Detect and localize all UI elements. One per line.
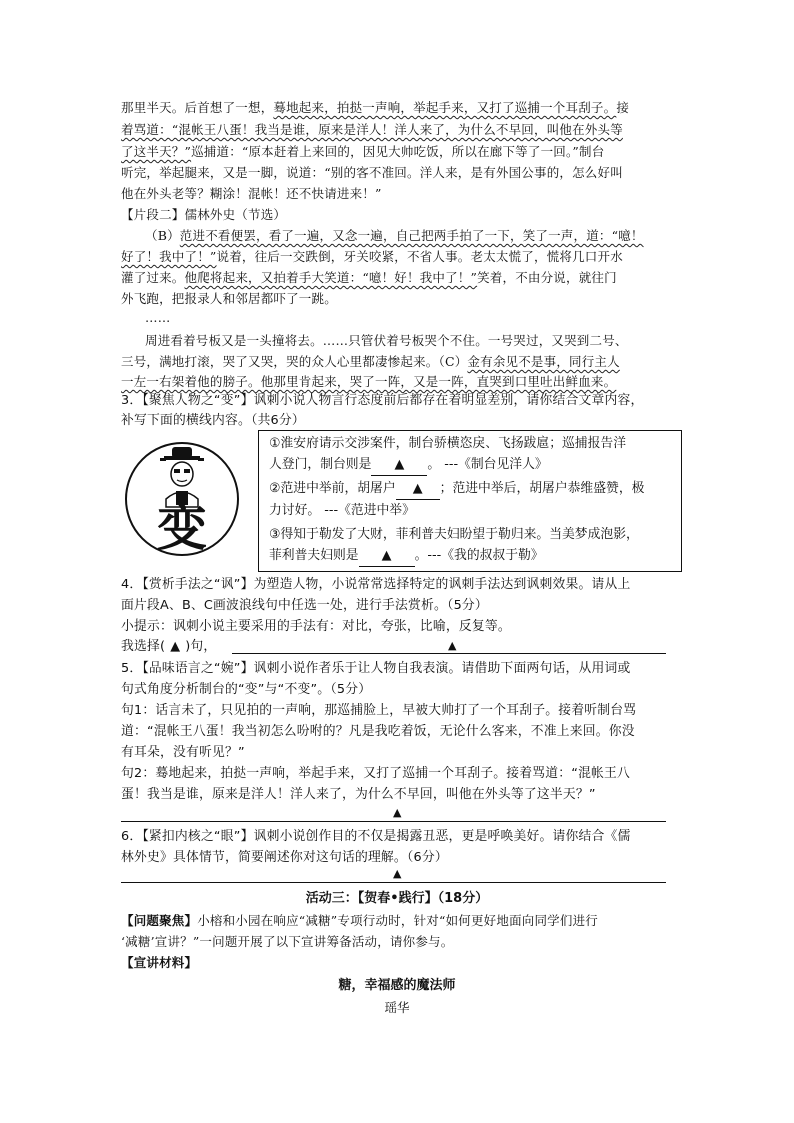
q5-sentence: 蛋！我当是谁，原来是洋人！洋人来了，为什么不早回，叫他在外头等了这半天？” [121,787,596,802]
wavy-sentence-a: 着骂道：“混帐王八蛋！我当是谁，原来是洋人！洋人来了，为什么不早回，叫他在外头等 [121,122,623,137]
passage-line [121,120,623,140]
q3-answer-box [258,430,682,572]
answer-rule[interactable] [121,882,666,883]
segment-title: 【片段二】儒林外史（节选） [121,207,287,222]
article-title: 糖，幸福感的魔法师 [338,978,456,993]
wavy-sentence-b: 他爬将起来，又拍着手大笑道：“噫！好！我中了！” [184,270,478,285]
passage-line: 好了！我中了！”说着，往后一交跌倒，牙关咬紧，不省人事。老太太慌了，慌将几口开水 [121,249,623,264]
q6-prompt: 6．【紧扣内核之“眼”】讽刺小说创作目的不仅是揭露丑恶，更是呼唤美好。请你结合《儒 [121,829,631,844]
blank-input[interactable]: ▲ [359,546,415,567]
blank-input[interactable]: ▲ [396,479,440,500]
q5-prompt: 句式角度分析制台的“变”与“不变”。（5分） [121,682,372,697]
q5-sentence: 句1：话言未了，只见拍的一声响，那巡捕脸上，早被大帅打了一个耳刮子。接着听制台骂 [121,703,637,718]
change-char: 变 [157,499,207,557]
focus-paragraph: 【问题聚焦】小榕和小园在响应“减糖”专项行动时，针对“如何更好地面向同学们进行 [121,913,598,928]
q5-sentence: 道：“混帐王八蛋！我当初怎么吩咐的？凡是我吃着饭，无论什么客来，不准上来回。你没 [121,724,635,739]
q4-answer-line: 我选择( ▲ )句， [121,639,217,654]
choice-blank[interactable]: ▲ [170,639,181,654]
material-label: 【宣讲材料】 [121,955,198,970]
passage-line: 那里半天。后首想了一想，蓦地起来，拍挞一声响，举起手来，又打了巡捕一个耳刮子。接 [121,100,630,115]
q4-prompt: 面片段A、B、C画波浪线句中任选一处，进行手法赏析。（5分） [121,598,488,613]
article-author: 瑶华 [384,1000,410,1015]
ellipsis: …… [145,310,171,325]
answer-rule[interactable] [121,821,666,822]
q4-hint: 小提示：讽刺小说主要采用的手法有：对比，夸张，比喻，反复等。 [121,619,511,634]
wavy-sentence-c: 金有余见不是事，同行主人 [467,354,620,369]
box-row: 人登门，制台则是 ▲ 。 ---《制台见洋人》 [269,455,548,476]
answer-rule[interactable] [232,653,666,654]
activity-title: 活动三：【贺春•践行】（18分） [305,891,489,906]
wavy-sentence-b: 范进不看便罢，看了一遍，又念一遍，自己把两手拍了一下，笑了一声，道：“噫！ [179,228,644,243]
passage-line: 外飞跑，把报录人和邻居都吓了一跳。 [121,291,337,306]
passage-line: 周进看着号板又是一头撞将去。……只管伏着号板哭个不住。一号哭过，又哭到二号、 [145,333,628,348]
passage-line [121,372,616,392]
q3-prompt: 3．【聚焦人物之“变”】讽刺小说人物言行态度前后都存在着明显差别，请你结合文章内容， [121,393,644,408]
blank-input[interactable]: ▲ [371,455,427,476]
box-row: 力讨好。 ---《范进中举》 [269,503,415,518]
passage-line: 听完，举起腿来，又是一脚，说道：“别的客不准回。洋人来，是有外国公事的，怎么好叫 [121,165,623,180]
box-row: ②范进中举前，胡屠户 ▲ ；范进中举后，胡屠户恭维盛赞，极 [269,479,644,500]
answer-marker: ▲ [393,806,402,819]
wavy-sentence-b: 好了！我中了！” [121,249,217,264]
box-row: ①淮安府请示交涉案件，制台骄横恣戾、飞扬跋扈；巡捕报告洋 [269,436,626,451]
change-illustration-icon [124,441,240,557]
passage-line: 了这半天？”巡捕道：“原本赶着上来回的，因见大帅吃饭，所以在廊下等了一回。”制台 [121,144,605,159]
answer-marker: ▲ [393,867,402,880]
q3-prompt: 补写下面的横线内容。（共6分） [121,413,305,428]
q5-prompt: 5．【品味语言之“婉”】讽刺小说作者乐于让人物自我表演。请借助下面两句话，从用词或 [121,661,631,676]
q5-sentence: 句2：蓦地起来，拍挞一声响，举起手来，又打了巡捕一个耳刮子。接着骂道：“混帐王八 [121,766,631,781]
q5-sentence: 有耳朵，没有听见？” [121,745,245,760]
passage-line: 他在外头老等？糊涂！混帐！还不快请进来！” [121,186,382,201]
wavy-sentence-a: 了这半天？” [121,144,192,159]
q6-prompt: 林外史》具体情节，简要阐述你对这句话的理解。（6分） [121,850,448,865]
box-row: ③得知于勒发了大财，菲利普夫妇盼望于勒归来。当美梦成泡影， [269,527,639,542]
wavy-sentence-a: 蓦地起来，拍挞一声响，举起手来，又打了巡捕一个耳刮子。 [273,100,617,115]
passage-line: 灌了过来。他爬将起来，又拍着手大笑道：“噫！好！我中了！”笑着，不由分说，就往门 [121,270,617,285]
answer-marker: ▲ [448,639,457,652]
wavy-sentence-c: 一左一右架着他的膀子。他那里肯起来，哭了一阵，又是一阵，直哭到口里吐出鲜血来。 [121,374,617,389]
box-row: 菲利普夫妇则是 ▲ 。---《我的叔叔于勒》 [269,546,544,567]
passage-line: （B）范进不看便罢，看了一遍，又念一遍，自己把两手拍了一下，笑了一声，道：“噫！ [145,228,644,243]
focus-paragraph: ‘减糖’宣讲？”一问题开展了以下宣讲筹备活动，请你参与。 [121,934,454,949]
passage-line: 三号，满地打滚，哭了又哭，哭的众人心里都凄惨起来。（C）金有余见不是事，同行主人 [121,354,620,369]
q4-prompt: 4．【赏析手法之“讽”】为塑造人物，小说常常选择特定的讽刺手法达到讽刺效果。请从上 [121,577,631,592]
